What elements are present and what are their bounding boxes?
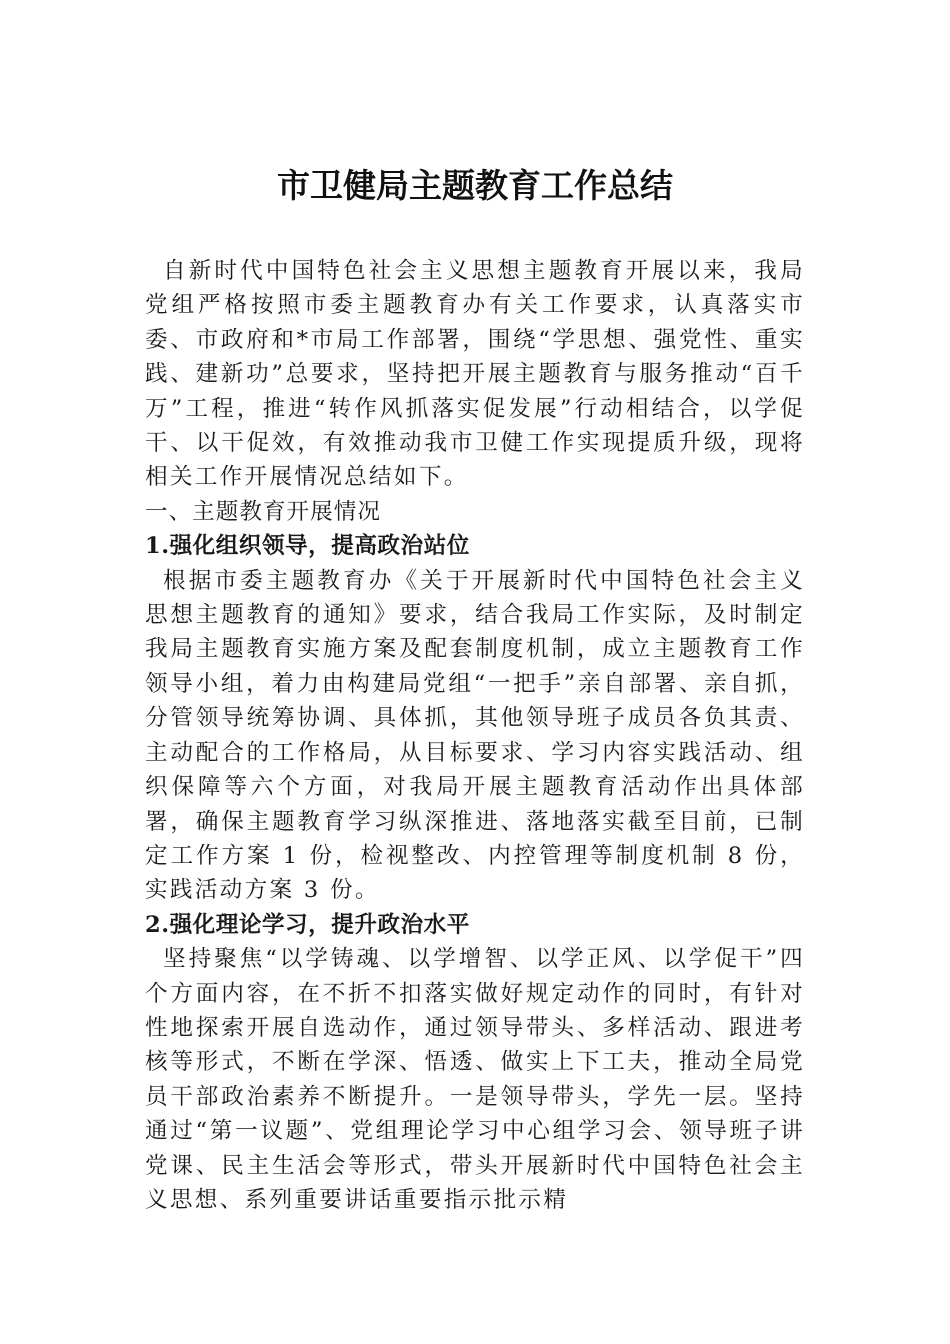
subsection-heading-1: 1.强化组织领导，提高政治站位 — [145, 533, 470, 560]
subsection-1-paragraph: 根据市委主题教育办《关于开展新时代中国特色社会主义思想主题教育的通知》要求，结合我局工作实际，及时制定我局主题教育实施方案及配套制度机制，成立主题教育工作领导小组，着力由构建局党组“一把手”亲自部署、亲自抓，分管领导统筹协调、具体抓，其他领导班子成员各负其责、主动配合的工作格局，从目标要求、学习内容实践活动、组织保障等六个方面，对我局开展主题教育活动作出具体部署，确保主题教育学习纵深推进、落地落实截至目前，已制定工作方案 1 份，检视整改、内控管理等制度机制 8 份，实践活动方案 3 份。 — [145, 567, 805, 904]
subsection-2-paragraph: 坚持聚焦“以学铸魂、以学增智、以学正风、以学促干”四个方面内容，在不折不扣落实做好规定动作的同时，有针对性地探索开展自选动作，通过领导带头、多样活动、跟进考核等形式，不断在学深、悟透、做实上下工夫，推动全局党员干部政治素养不断提升。一是领导带头，学先一层。坚持通过“第一议题”、党组理论学习中心组学习会、领导班子讲党课、民主生活会等形式，带头开展新时代中国特色社会主义思想、系列重要讲话重要指示批示精 — [145, 946, 805, 1213]
document-title: 市卫健局主题教育工作总结 — [277, 166, 673, 205]
subsection-heading-2: 2.强化理论学习，提升政治水平 — [145, 911, 470, 938]
intro-paragraph: 自新时代中国特色社会主义思想主题教育开展以来，我局党组严格按照市委主题教育办有关工作要求，认真落实市委、市政府和*市局工作部署，围绕“学思想、强党性、重实践、建新功”总要求，坚持把开展主题教育与服务推动“百千万”工程，推进“转作风抓落实促发展”行动相结合，以学促干、以干促效，有效推动我市卫健工作实现提质升级，现将相关工作开展情况总结如下。 — [145, 258, 805, 491]
section-heading-1: 一、主题教育开展情况 — [145, 498, 381, 525]
document-body — [145, 254, 805, 1217]
